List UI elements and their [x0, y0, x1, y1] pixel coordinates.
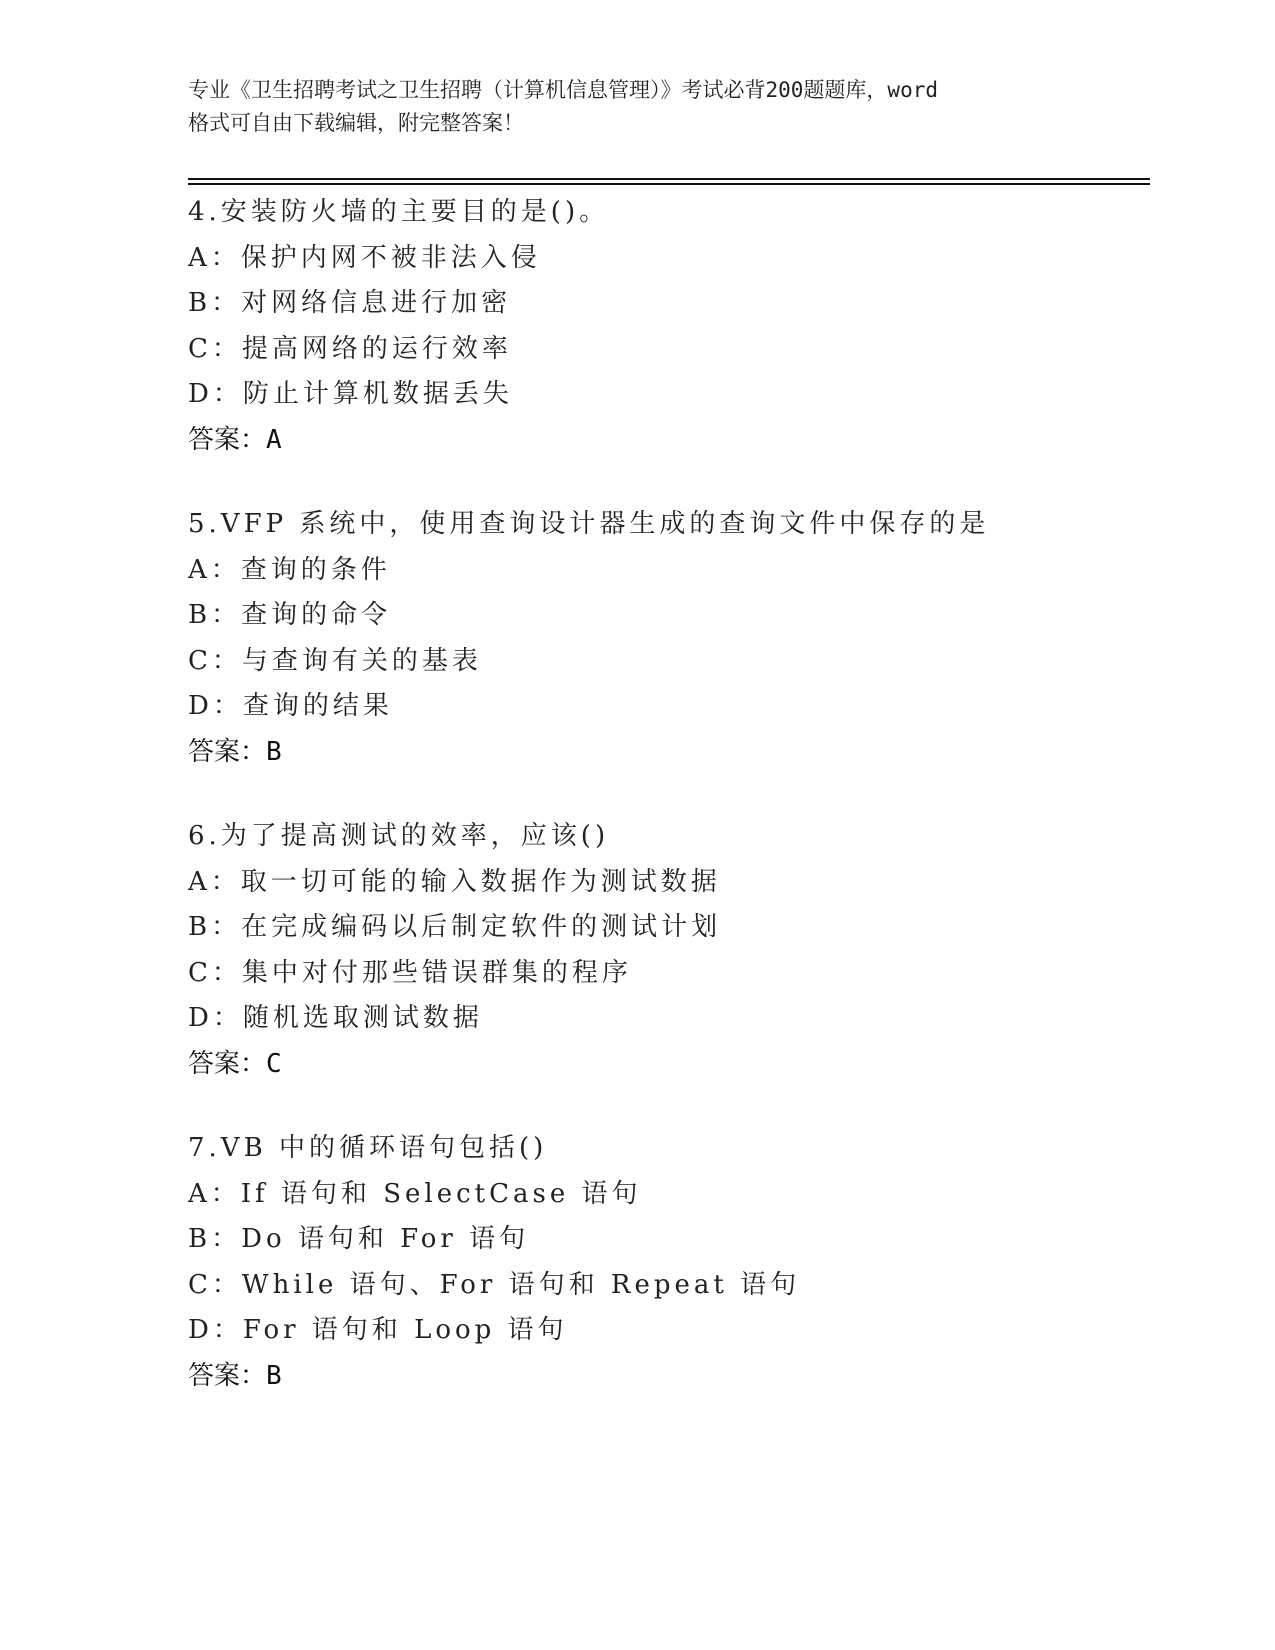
option-c: C：与查询有关的基表	[188, 645, 482, 676]
option-b: B：对网络信息进行加密	[188, 288, 512, 318]
answer-label: 答案：B	[188, 736, 282, 767]
question-item	[188, 190, 1148, 463]
answer-label: 答案：A	[188, 424, 282, 455]
question-stem: 7.VB 中的循环语句包括()	[188, 1133, 548, 1163]
question-item	[188, 814, 1148, 1087]
option-b: B：查询的命令	[188, 600, 392, 630]
answer-label: 答案：B	[188, 1360, 282, 1391]
document-header	[188, 74, 1088, 140]
header-line-1: 专业《卫生招聘考试之卫生招聘（计算机信息管理）》考试必背200题题库，word	[188, 78, 938, 102]
option-d: D：防止计算机数据丢失	[188, 379, 513, 409]
option-c: C：提高网络的运行效率	[188, 333, 512, 364]
header-divider-bottom	[188, 183, 1150, 185]
option-a: A：保护内网不被非法入侵	[188, 242, 541, 273]
option-c: C：While 语句、For 语句和 Repeat 语句	[188, 1269, 801, 1300]
option-a: A：If 语句和 SelectCase 语句	[188, 1178, 642, 1209]
question-stem: 6.为了提高测试的效率，应该()	[188, 821, 610, 851]
option-b: B：Do 语句和 For 语句	[188, 1224, 530, 1254]
option-d: D：随机选取测试数据	[188, 1003, 483, 1033]
option-a: A：取一切可能的输入数据作为测试数据	[188, 866, 721, 897]
question-item	[188, 502, 1148, 775]
answer-label: 答案：C	[188, 1048, 282, 1079]
option-b: B：在完成编码以后制定软件的测试计划	[188, 912, 722, 942]
header-divider-top	[188, 178, 1150, 180]
question-stem: 5.VFP 系统中，使用查询设计器生成的查询文件中保存的是	[188, 509, 990, 539]
header-line-2: 格式可自由下载编辑，附完整答案！	[188, 111, 524, 135]
option-c: C：集中对付那些错误群集的程序	[188, 957, 632, 988]
question-stem: 4.安装防火墙的主要目的是()。	[188, 197, 610, 227]
option-d: D：For 语句和 Loop 语句	[188, 1315, 568, 1345]
option-a: A：查询的条件	[188, 554, 391, 585]
question-item	[188, 1126, 1148, 1399]
question-list	[188, 190, 1148, 1438]
option-d: D：查询的结果	[188, 691, 393, 721]
